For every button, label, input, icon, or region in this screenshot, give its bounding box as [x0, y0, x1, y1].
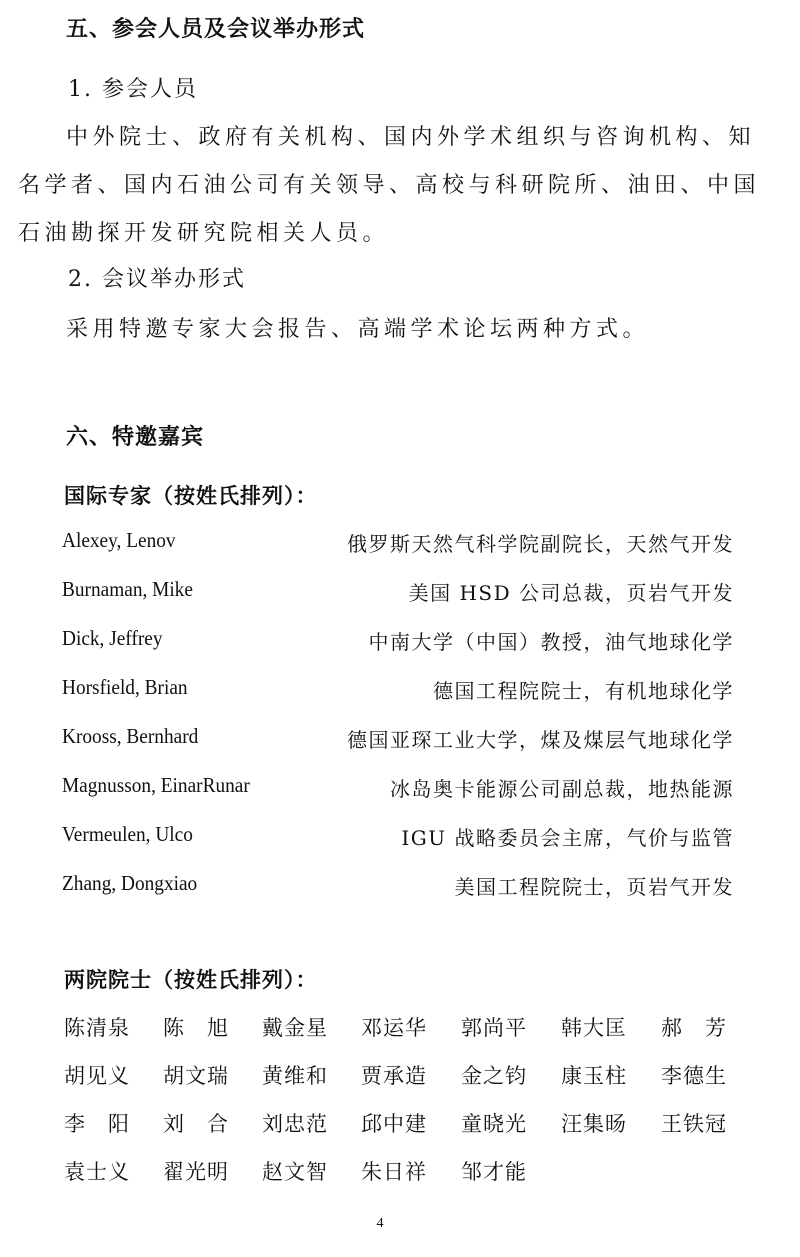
expert-name: Horsfield, Brian — [62, 675, 188, 699]
academician-name: 刘 合 — [163, 1112, 229, 1136]
academician-name: 胡文瑞 — [163, 1064, 229, 1088]
academician-name: 朱日祥 — [361, 1160, 427, 1184]
expert-description: 美国 HSD 公司总裁，页岩气开发 — [408, 581, 734, 605]
expert-row — [62, 577, 734, 607]
expert-description: 德国工程院院士，有机地球化学 — [433, 679, 734, 703]
paragraph-line: 中外院士、政府有关机构、国内外学术组织与咨询机构、知 — [66, 125, 756, 150]
academician-name: 胡见义 — [64, 1064, 130, 1088]
section-6-heading: 六、特邀嘉宾 — [66, 425, 205, 450]
page-number: 4 — [376, 1216, 384, 1231]
academician-name: 康玉柱 — [561, 1064, 627, 1088]
academician-name: 赵文智 — [262, 1160, 328, 1184]
academician-name: 王铁冠 — [661, 1112, 727, 1136]
academician-name: 陈清泉 — [64, 1016, 130, 1040]
expert-description: 德国亚琛工业大学，煤及煤层气地球化学 — [347, 728, 734, 752]
paragraph-line: 采用特邀专家大会报告、高端学术论坛两种方式。 — [66, 317, 650, 342]
expert-name: Magnusson, EinarRunar — [62, 773, 250, 797]
expert-row — [62, 724, 734, 754]
academician-name: 黄维和 — [262, 1064, 328, 1088]
academician-name: 金之钧 — [461, 1064, 527, 1088]
academician-name: 袁士义 — [64, 1160, 130, 1184]
academician-name: 翟光明 — [163, 1160, 229, 1184]
academician-name: 邹才能 — [461, 1160, 527, 1184]
expert-row — [62, 871, 734, 901]
expert-row — [62, 773, 734, 803]
expert-description: 冰岛奥卡能源公司副总裁，地热能源 — [390, 777, 734, 801]
academician-name: 邱中建 — [361, 1112, 427, 1136]
academician-name: 陈 旭 — [163, 1016, 229, 1040]
academician-name: 郝 芳 — [661, 1016, 727, 1040]
academician-name: 贾承造 — [361, 1064, 427, 1088]
expert-row — [62, 675, 734, 705]
subsection-1-heading: 1. 参会人员 — [68, 77, 198, 102]
expert-description: 中南大学（中国）教授，油气地球化学 — [368, 630, 734, 654]
expert-name: Vermeulen, Ulco — [62, 822, 193, 846]
academician-name: 刘忠范 — [262, 1112, 328, 1136]
academician-name: 郭尚平 — [461, 1016, 527, 1040]
expert-row — [62, 626, 734, 656]
academician-name: 童晓光 — [461, 1112, 527, 1136]
expert-description: IGU 战略委员会主席，气价与监管 — [401, 826, 734, 850]
academician-name: 邓运华 — [361, 1016, 427, 1040]
international-experts-heading: 国际专家（按姓氏排列）： — [64, 484, 318, 508]
expert-name: Zhang, Dongxiao — [62, 871, 198, 895]
paragraph-line: 名学者、国内石油公司有关领导、高校与科研院所、油田、中国 — [18, 173, 761, 198]
academician-name: 戴金星 — [262, 1016, 328, 1040]
expert-row — [62, 528, 734, 558]
academician-name: 汪集旸 — [561, 1112, 627, 1136]
expert-name: Burnaman, Mike — [62, 577, 193, 601]
academician-name: 李德生 — [661, 1064, 727, 1088]
expert-name: Krooss, Bernhard — [62, 724, 199, 748]
academicians-heading: 两院院士（按姓氏排列）： — [64, 968, 318, 992]
expert-name: Alexey, Lenov — [62, 528, 176, 552]
paragraph-line: 石油勘探开发研究院相关人员。 — [18, 221, 390, 246]
expert-row — [62, 822, 734, 852]
expert-description: 美国工程院院士，页岩气开发 — [454, 875, 734, 899]
expert-description: 俄罗斯天然气科学院副院长，天然气开发 — [347, 532, 734, 556]
subsection-2-heading: 2. 会议举办形式 — [68, 267, 246, 292]
academician-name: 韩大匡 — [561, 1016, 627, 1040]
academician-name: 李 阳 — [64, 1112, 130, 1136]
section-5-heading: 五、参会人员及会议举办形式 — [66, 17, 366, 42]
expert-name: Dick, Jeffrey — [62, 626, 163, 650]
